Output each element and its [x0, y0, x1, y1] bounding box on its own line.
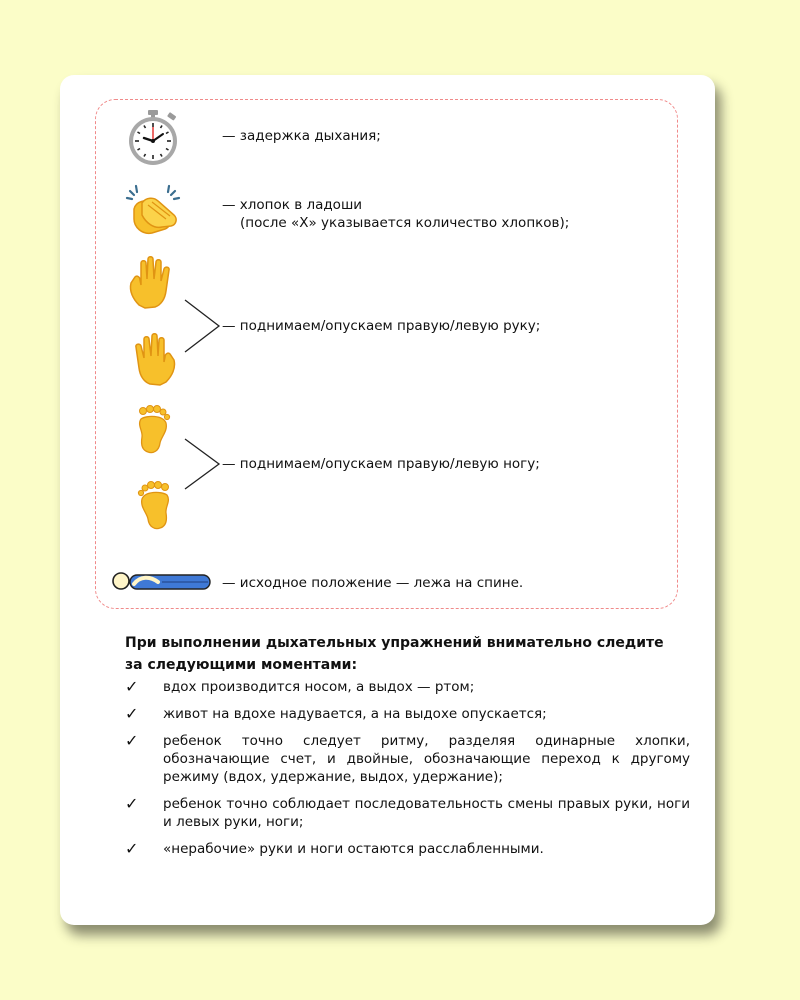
- raised-hand-left-icon: [124, 330, 180, 386]
- legend-label-clap-note: (после «X» указывается количество хлопков);: [240, 215, 570, 231]
- check-icon: ✓: [125, 794, 139, 813]
- stopwatch-icon: [122, 110, 184, 166]
- legend-label-hands: — поднимаем/опускаем правую/левую руку;: [222, 318, 541, 334]
- instructions-list: [125, 678, 690, 867]
- legend-label-breath-hold: — задержка дыхания;: [222, 128, 381, 144]
- clapping-hands-icon: [124, 183, 184, 235]
- footprint-right-icon: [135, 405, 171, 455]
- check-icon: ✓: [125, 677, 139, 696]
- legend-label-start-position: — исходное положение — лежа на спине.: [222, 575, 524, 591]
- check-icon: ✓: [125, 839, 139, 858]
- list-item: ✓ ребенок точно следует ритму, разделяя одинарные хлопки, обозначающие счет, и двойные, обозначающие переход к другому режиму (вдох, удержание, выдох, удержание);: [125, 731, 690, 785]
- list-item: ✓ живот на вдохе надувается, а на выдохе опускается;: [125, 704, 547, 723]
- check-icon: ✓: [125, 704, 139, 723]
- list-item: ✓ «нерабочие» руки и ноги остаются расслабленными.: [125, 839, 544, 858]
- instructions-heading: При выполнении дыхательных упражнений внимательно следите за следующими моментами:: [125, 635, 664, 673]
- legend-box: [95, 99, 678, 609]
- list-item: ✓ вдох производится носом, а выдох — ртом;: [125, 677, 475, 696]
- legend-label-clap: — хлопок в ладоши: [222, 197, 363, 213]
- raised-hand-right-icon: [125, 253, 181, 309]
- check-icon: ✓: [125, 731, 139, 750]
- lying-person-icon: [110, 570, 212, 594]
- feet-bracket: [183, 437, 223, 493]
- hands-bracket: [183, 298, 223, 354]
- list-item: ✓ ребенок точно соблюдает последовательность смены правых руки, ноги и левых руки, ноги;: [125, 794, 690, 830]
- legend-label-feet: — поднимаем/опускаем правую/левую ногу;: [222, 456, 540, 472]
- footprint-left-icon: [137, 481, 173, 531]
